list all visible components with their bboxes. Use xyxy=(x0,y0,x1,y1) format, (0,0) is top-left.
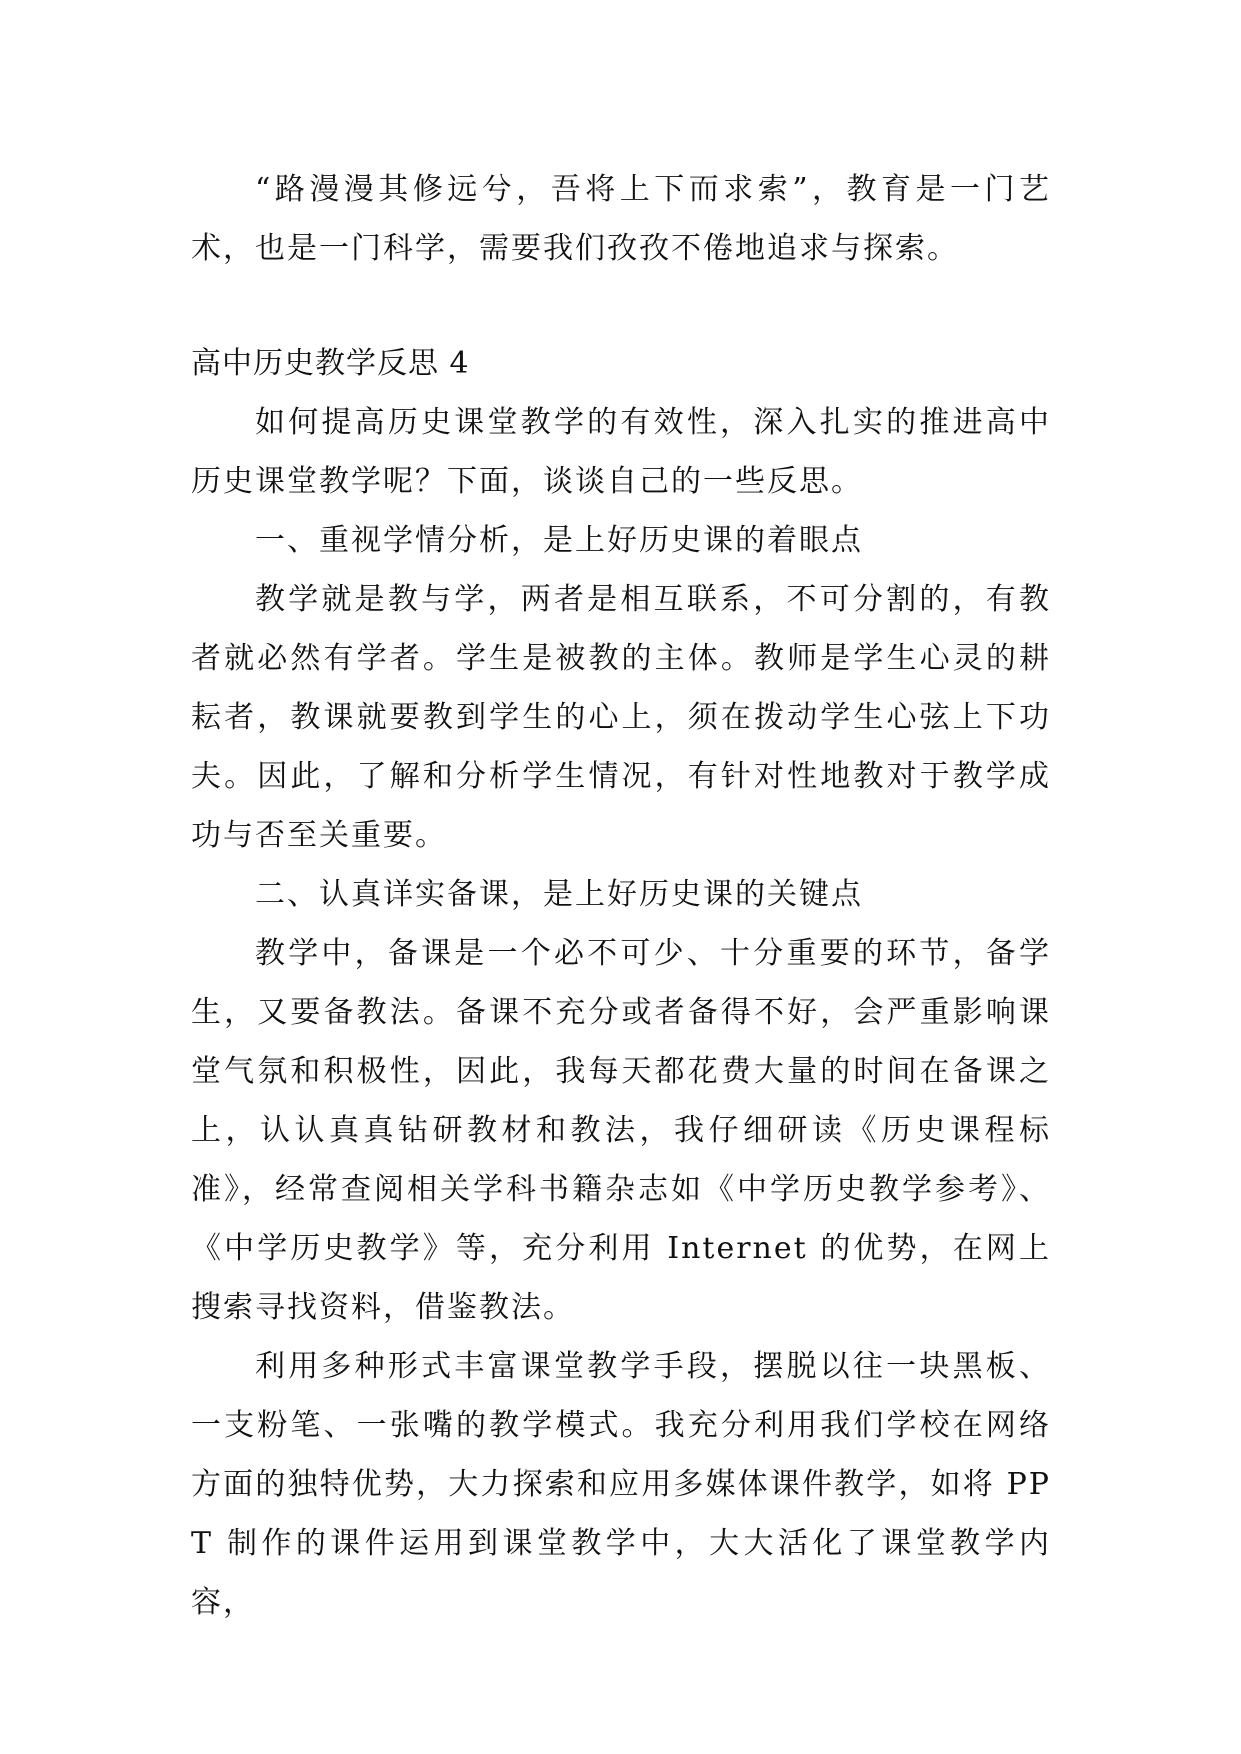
body-paragraph: 如何提高历史课堂教学的有效性，深入扎实的推进高中历史课堂教学呢？下面，谈谈自己的一些反思。 xyxy=(191,405,1051,499)
subsection-title: 一、重视学情分析，是上好历史课的着眼点 xyxy=(255,523,863,558)
subsection-title: 二、认真详实备课，是上好历史课的关键点 xyxy=(255,877,863,912)
document-body xyxy=(191,160,1051,1632)
intro-paragraph: “路漫漫其修远兮，吾将上下而求索”，教育是一门艺术，也是一门科学，需要我们孜孜不倦地追求与探索。 xyxy=(191,172,1051,266)
body-paragraph: 教学就是教与学，两者是相互联系，不可分割的，有教者就必然有学者。学生是被教的主体。教师是学生心灵的耕耘者，教课就要教到学生的心上，须在拨动学生心弦上下功夫。因此，了解和分析学生情况，有针对性地教对于教学成功与否至关重要。 xyxy=(191,582,1051,853)
body-paragraph: 利用多种形式丰富课堂教学手段，摆脱以往一块黑板、一支粉笔、一张嘴的教学模式。我充分利用我们学校在网络方面的独特优势，大力探索和应用多媒体课件教学，如将 PPT 制作的课件运用到课堂教学中，大大活化了课堂教学内容， xyxy=(191,1349,1051,1620)
body-paragraph: 教学中，备课是一个必不可少、十分重要的环节，备学生，又要备教法。备课不充分或者备得不好，会严重影响课堂气氛和积极性，因此，我每天都花费大量的时间在备课之上，认认真真钻研教材和教法，我仔细研读《历史课程标准》，经常查阅相关学科书籍杂志如《中学历史教学参考》、《中学历史教学》等，充分利用 Internet 的优势，在网上搜索寻找资料，借鉴教法。 xyxy=(191,936,1051,1325)
section-heading: 高中历史教学反思 4 xyxy=(191,346,470,381)
